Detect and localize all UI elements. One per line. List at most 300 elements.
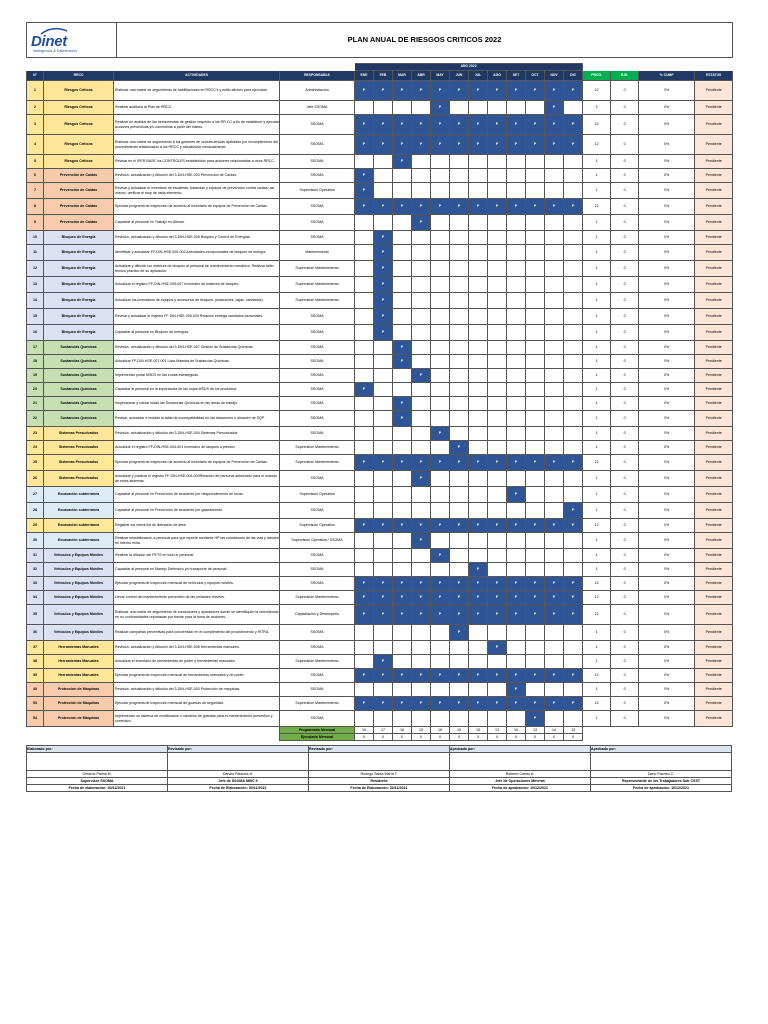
planned-month-cell: P (469, 563, 488, 577)
col-month: ABR (412, 71, 431, 81)
row-category: Sustancias Químicas (44, 355, 114, 369)
planned-month-cell: P (412, 455, 431, 471)
row-number: 28 (27, 503, 44, 519)
row-activity: Actualizar los inventarios de equipos y accesorios de bloqueo. (estaciones, cajas, candados). (114, 293, 280, 309)
col-responsible: RESPONSABLE (280, 71, 355, 81)
row-ejec: 0 (611, 519, 639, 533)
row-status: Pendiente (695, 563, 733, 577)
planned-month-cell: P (545, 81, 564, 101)
row-category: Herramientas Manuales (44, 641, 114, 655)
row-activity: Actualizar el registro FF-DIN-HSE-004-001 Inventario de tanques a presión. (114, 441, 280, 455)
planned-month-cell: P (412, 369, 431, 383)
row-number: 53 (27, 697, 44, 711)
month-cell (355, 533, 374, 549)
row-cump: 0% (639, 591, 695, 605)
planned-month-cell: P (393, 519, 412, 533)
table-row (27, 135, 733, 155)
month-cell (450, 101, 469, 115)
totals-value: 0 (469, 734, 488, 741)
row-prog: 1 (583, 641, 611, 655)
planned-month-cell: P (507, 455, 526, 471)
month-cell (564, 293, 583, 309)
month-cell (355, 711, 374, 727)
row-category: Bloqueo de Energía (44, 261, 114, 277)
row-activity: Elaborar una matriz de seguimiento de conductores y operadores donde se identifiquen la reincidencia en no conformidades reportadas por fuente para la toma de acciones. (114, 605, 280, 625)
planned-month-cell: P (431, 669, 450, 683)
month-cell (488, 383, 507, 397)
month-cell (393, 533, 412, 549)
month-cell (488, 683, 507, 697)
month-cell (374, 427, 393, 441)
planned-month-cell: P (374, 577, 393, 591)
row-cump: 0% (639, 563, 695, 577)
row-status: Pendiente (695, 711, 733, 727)
totals-value: 16 (431, 727, 450, 734)
month-cell (393, 441, 412, 455)
row-prog: 12 (583, 115, 611, 135)
row-cump: 0% (639, 325, 695, 341)
month-cell (355, 683, 374, 697)
month-cell (469, 245, 488, 261)
planned-month-cell: P (488, 115, 507, 135)
planned-month-cell: P (374, 115, 393, 135)
month-cell (526, 101, 545, 115)
row-prog: 1 (583, 563, 611, 577)
month-cell (507, 533, 526, 549)
planned-month-cell: P (450, 199, 469, 215)
month-cell (355, 641, 374, 655)
row-ejec: 0 (611, 591, 639, 605)
planned-month-cell: P (526, 455, 545, 471)
row-status: Pendiente (695, 519, 733, 533)
totals-value: 0 (431, 734, 450, 741)
planned-month-cell: P (507, 683, 526, 697)
col-month: SET (507, 71, 526, 81)
month-cell (469, 341, 488, 355)
month-cell (507, 655, 526, 669)
row-category: Protección de Máquinas (44, 683, 114, 697)
row-cump: 0% (639, 397, 695, 411)
planned-month-cell: P (488, 591, 507, 605)
row-number: 23 (27, 427, 44, 441)
row-category: Riesgos Críticos (44, 155, 114, 169)
row-status: Pendiente (695, 369, 733, 383)
month-cell (431, 231, 450, 245)
month-cell (393, 309, 412, 325)
row-activity: Implementar portal MSDS en las zonas estratégicas. (114, 369, 280, 383)
row-responsible: SSOMA (280, 369, 355, 383)
row-number: 37 (27, 641, 44, 655)
month-cell (564, 549, 583, 563)
month-cell (412, 277, 431, 293)
row-activity: Capacitar al personal en Bloqueo de energías. (114, 325, 280, 341)
month-cell (355, 215, 374, 231)
table-row (27, 199, 733, 215)
row-ejec: 0 (611, 383, 639, 397)
planned-month-cell: P (450, 455, 469, 471)
month-cell (507, 411, 526, 427)
col-num: N° (27, 71, 44, 81)
row-status: Pendiente (695, 641, 733, 655)
col-month: OCT (526, 71, 545, 81)
month-cell (355, 231, 374, 245)
month-cell (488, 711, 507, 727)
month-cell (393, 169, 412, 183)
row-activity: Revisión, actualización y difusión del 3-DIN-HSE-006 Herramientas manuales. (114, 641, 280, 655)
row-status: Pendiente (695, 487, 733, 503)
table-row (27, 655, 733, 669)
planned-month-cell: P (488, 669, 507, 683)
row-status: Pendiente (695, 591, 733, 605)
month-cell (412, 261, 431, 277)
month-cell (393, 683, 412, 697)
table-row (27, 245, 733, 261)
month-cell (469, 711, 488, 727)
row-responsible: Capacitación y Desempeño (280, 605, 355, 625)
month-cell (431, 711, 450, 727)
row-status: Pendiente (695, 341, 733, 355)
row-cump: 0% (639, 655, 695, 669)
row-prog: 1 (583, 711, 611, 727)
signature-name: Darwin Palacios H. (168, 771, 309, 778)
month-cell (450, 641, 469, 655)
month-cell (545, 427, 564, 441)
month-cell (564, 355, 583, 369)
planned-month-cell: P (450, 669, 469, 683)
row-status: Pendiente (695, 101, 733, 115)
month-cell (526, 245, 545, 261)
row-responsible: SSOMA (280, 683, 355, 697)
month-cell (355, 625, 374, 641)
row-activity: Revisar y actualizar el inventario de escaleras, barandas y equipos de prevención contra caídas; así mismo, verificar el stop de cada elemento. (114, 183, 280, 199)
planned-month-cell: P (564, 591, 583, 605)
month-cell (393, 325, 412, 341)
row-responsible: SSOMA (280, 577, 355, 591)
totals-label: Ejecutado Mensual (280, 734, 355, 741)
row-number: 20 (27, 383, 44, 397)
month-cell (355, 487, 374, 503)
row-status: Pendiente (695, 397, 733, 411)
month-cell (355, 397, 374, 411)
row-activity: Ejecutar programa de inspección mensual de herramientas manuales y de poder. (114, 669, 280, 683)
col-ejec: EJE. (611, 71, 639, 81)
row-category: Sustancias Químicas (44, 383, 114, 397)
planned-month-cell: P (374, 231, 393, 245)
month-cell (374, 471, 393, 487)
planned-month-cell: P (450, 591, 469, 605)
month-cell (431, 245, 450, 261)
month-cell (431, 355, 450, 369)
planned-month-cell: P (488, 81, 507, 101)
month-cell (431, 325, 450, 341)
row-responsible: SSOMA (280, 355, 355, 369)
planned-month-cell: P (545, 101, 564, 115)
month-cell (469, 261, 488, 277)
planned-month-cell: P (545, 591, 564, 605)
month-cell (374, 711, 393, 727)
row-ejec: 0 (611, 563, 639, 577)
row-prog: 1 (583, 183, 611, 199)
month-cell (469, 503, 488, 519)
month-cell (450, 169, 469, 183)
col-month: JUN (450, 71, 469, 81)
row-status: Pendiente (695, 383, 733, 397)
month-cell (393, 563, 412, 577)
signature-table (26, 745, 732, 792)
planned-month-cell: P (450, 441, 469, 455)
month-cell (469, 101, 488, 115)
row-prog: 1 (583, 427, 611, 441)
planned-month-cell: P (450, 577, 469, 591)
row-status: Pendiente (695, 683, 733, 697)
row-responsible: Supervisión Mantenimiento (280, 261, 355, 277)
table-row (27, 183, 733, 199)
col-month: FEB (374, 71, 393, 81)
row-responsible: Supervisión Mantenimiento (280, 697, 355, 711)
month-cell (450, 549, 469, 563)
month-cell (450, 369, 469, 383)
month-cell (412, 245, 431, 261)
row-status: Pendiente (695, 355, 733, 369)
month-cell (507, 549, 526, 563)
row-status: Pendiente (695, 135, 733, 155)
row-category: Riesgos Críticos (44, 135, 114, 155)
row-ejec: 0 (611, 101, 639, 115)
row-activity: Implementar un sistema de modificación o cambios de guardas para el mantenimiento preventivo y correctivo. (114, 711, 280, 727)
month-cell (488, 427, 507, 441)
row-activity: Ejecutar programa de inspección de acuerdo al inventario de equipos de Prevención de Caídas. (114, 199, 280, 215)
planned-month-cell: P (431, 101, 450, 115)
month-cell (374, 355, 393, 369)
table-row (27, 215, 733, 231)
month-cell (507, 383, 526, 397)
row-number: 29 (27, 519, 44, 533)
month-cell (507, 309, 526, 325)
month-cell (545, 655, 564, 669)
row-number: 10 (27, 231, 44, 245)
row-category: Sustancias Químicas (44, 397, 114, 411)
planned-month-cell: P (393, 355, 412, 369)
row-activity: Actualizar el registro FF-DIN-HSE-005-007 Inventario de matrices de bloqueo. (114, 277, 280, 293)
month-cell (564, 183, 583, 199)
month-cell (469, 215, 488, 231)
row-cump: 0% (639, 199, 695, 215)
planned-month-cell: P (431, 427, 450, 441)
row-activity: Revisión, actualización y difusión del 3-DIN-HSE-005 Bloqueo y Control de Energías. (114, 231, 280, 245)
signature-date: Fecha de elaboración: 30/11/2021 (27, 785, 168, 792)
table-row (27, 641, 733, 655)
month-cell (507, 563, 526, 577)
month-cell (526, 503, 545, 519)
row-number: 33 (27, 577, 44, 591)
month-cell (393, 261, 412, 277)
signature-position: Jefe de SSOMA NIBC II (168, 778, 309, 785)
month-cell (393, 711, 412, 727)
month-cell (564, 261, 583, 277)
planned-month-cell: P (374, 309, 393, 325)
month-cell (507, 471, 526, 487)
row-responsible: SSOMA (280, 155, 355, 169)
month-cell (355, 261, 374, 277)
row-ejec: 0 (611, 503, 639, 519)
month-cell (431, 533, 450, 549)
planned-month-cell: P (450, 625, 469, 641)
row-category: Excavación subterránea (44, 533, 114, 549)
row-responsible: Supervisión Mantenimiento (280, 277, 355, 293)
logo-tagline: Inteligencia & Distribución (33, 48, 77, 53)
month-cell (374, 369, 393, 383)
row-prog: 12 (583, 669, 611, 683)
month-cell (431, 641, 450, 655)
month-cell (393, 183, 412, 199)
month-cell (412, 487, 431, 503)
row-number: 2 (27, 101, 44, 115)
row-number: 18 (27, 355, 44, 369)
row-number: 9 (27, 215, 44, 231)
row-activity: Llevar control del mantenimiento preventivo de las unidades móviles. (114, 591, 280, 605)
planned-month-cell: P (469, 135, 488, 155)
month-cell (488, 215, 507, 231)
planned-month-cell: P (545, 135, 564, 155)
month-cell (393, 293, 412, 309)
month-cell (488, 231, 507, 245)
month-cell (355, 245, 374, 261)
month-cell (393, 231, 412, 245)
planned-month-cell: P (507, 669, 526, 683)
row-status: Pendiente (695, 169, 733, 183)
totals-value: 0 (507, 734, 526, 741)
row-activity: Revisar y actualizar el registro FF-DIN-HSE-005-009 Relación entrega candados personales. (114, 309, 280, 325)
month-cell (545, 641, 564, 655)
row-responsible: Supervisión Mantenimiento (280, 655, 355, 669)
signature-space (591, 753, 732, 771)
planned-month-cell: P (526, 669, 545, 683)
month-cell (526, 215, 545, 231)
month-cell (545, 341, 564, 355)
planned-month-cell: P (355, 81, 374, 101)
planned-month-cell: P (526, 199, 545, 215)
month-cell (374, 503, 393, 519)
month-cell (507, 397, 526, 411)
planned-month-cell: P (374, 591, 393, 605)
planned-month-cell: P (545, 577, 564, 591)
month-cell (488, 655, 507, 669)
month-cell (526, 441, 545, 455)
month-cell (545, 563, 564, 577)
row-responsible: SSOMA (280, 383, 355, 397)
planned-month-cell: P (431, 605, 450, 625)
month-cell (526, 683, 545, 697)
planned-month-cell: P (469, 81, 488, 101)
planned-month-cell: P (545, 199, 564, 215)
row-category: Bloqueo de Energía (44, 245, 114, 261)
table-row (27, 563, 733, 577)
row-category: Vehículos y Equipos Móviles (44, 625, 114, 641)
planned-month-cell: P (488, 135, 507, 155)
month-cell (526, 369, 545, 383)
month-cell (431, 183, 450, 199)
planned-month-cell: P (469, 697, 488, 711)
month-cell (355, 277, 374, 293)
month-cell (526, 155, 545, 169)
table-row (27, 155, 733, 169)
month-cell (431, 503, 450, 519)
row-prog: 1 (583, 549, 611, 563)
month-cell (355, 101, 374, 115)
totals-value: 0 (393, 734, 412, 741)
planned-month-cell: P (450, 81, 469, 101)
table-row (27, 383, 733, 397)
month-cell (412, 355, 431, 369)
month-cell (374, 341, 393, 355)
month-cell (545, 533, 564, 549)
row-prog: 12 (583, 135, 611, 155)
planned-month-cell: P (507, 697, 526, 711)
month-cell (450, 533, 469, 549)
month-cell (431, 397, 450, 411)
signature-role: Revisado por: (168, 746, 309, 753)
signature-position: Jefe de Operaciones Mineras (450, 778, 591, 785)
row-number: 27 (27, 487, 44, 503)
row-status: Pendiente (695, 245, 733, 261)
month-cell (507, 293, 526, 309)
month-cell (526, 563, 545, 577)
row-activity: Identificar y actualizar FF-DIN-HSE-005-002 Actividades excepcionales de bloqueo de energía. (114, 245, 280, 261)
row-cump: 0% (639, 155, 695, 169)
row-cump: 0% (639, 309, 695, 325)
row-ejec: 0 (611, 199, 639, 215)
month-cell (564, 427, 583, 441)
month-cell (469, 441, 488, 455)
row-cump: 0% (639, 369, 695, 383)
row-number: 39 (27, 669, 44, 683)
planned-month-cell: P (431, 697, 450, 711)
row-responsible: SSOMA (280, 411, 355, 427)
row-responsible: SSOMA (280, 397, 355, 411)
month-cell (374, 549, 393, 563)
month-cell (393, 655, 412, 669)
row-activity: Capacitar al personal en Manejo Defensivo y/o transporte de personal. (114, 563, 280, 577)
planned-month-cell: P (526, 605, 545, 625)
row-prog: 1 (583, 533, 611, 549)
month-cell (564, 277, 583, 293)
month-cell (355, 655, 374, 669)
month-cell (545, 471, 564, 487)
signature-name: Gerardo Palma M. (27, 771, 168, 778)
row-number: 7 (27, 183, 44, 199)
row-ejec: 0 (611, 155, 639, 169)
row-category: Herramientas Manuales (44, 655, 114, 669)
col-month: AGO (488, 71, 507, 81)
month-cell (412, 383, 431, 397)
page-title: PLAN ANUAL DE RIESGOS CRITICOS 2022 (117, 23, 733, 58)
month-cell (545, 183, 564, 199)
row-ejec: 0 (611, 81, 639, 101)
month-cell (564, 397, 583, 411)
plan-table (26, 63, 733, 741)
month-cell (507, 215, 526, 231)
month-cell (355, 325, 374, 341)
month-cell (355, 503, 374, 519)
month-cell (374, 383, 393, 397)
signature-role: Revisado por: (309, 746, 450, 753)
signature-name: Roberto Castro A. (450, 771, 591, 778)
planned-month-cell: P (412, 697, 431, 711)
planned-month-cell: P (469, 519, 488, 533)
month-cell (393, 215, 412, 231)
totals-label: Programado Mensual (280, 727, 355, 734)
month-cell (564, 411, 583, 427)
